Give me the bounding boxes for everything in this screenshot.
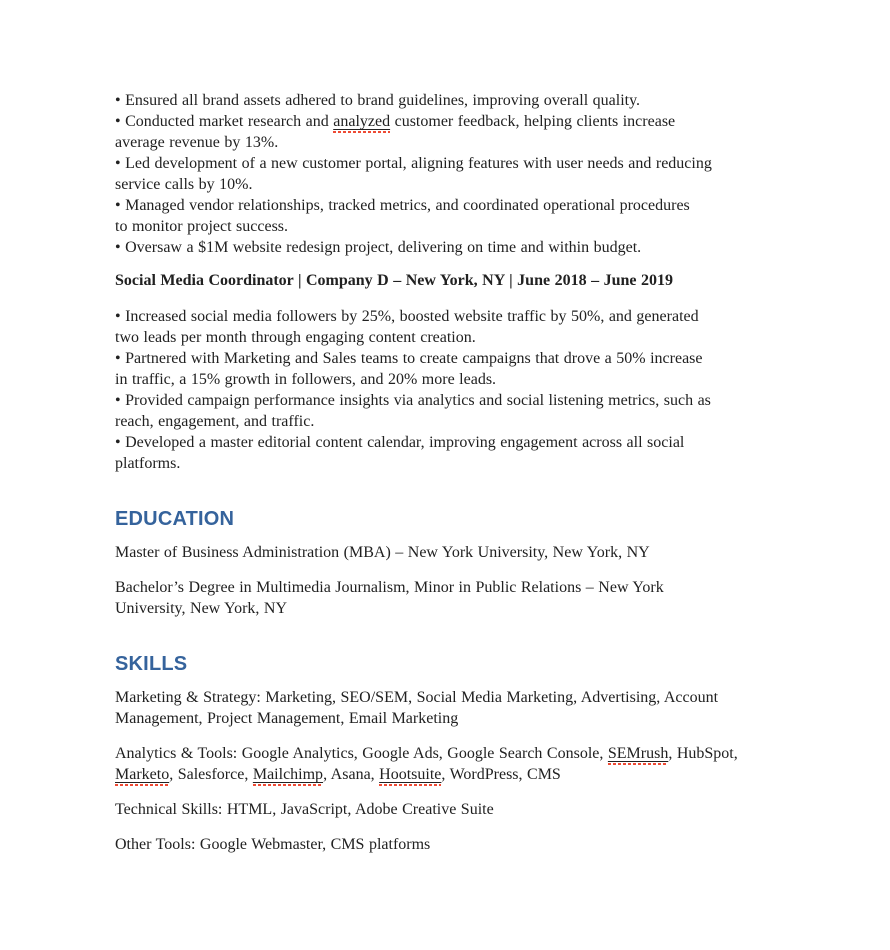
text-segment: , Asana,	[323, 766, 380, 783]
text-line	[115, 577, 775, 598]
text-segment: • Ensured all brand assets adhered to brand guidelines, improving overall quality.	[115, 92, 641, 109]
section-heading-skills: SKILLS	[115, 653, 188, 675]
text-line	[115, 195, 775, 216]
text-line	[115, 369, 775, 390]
misspelled-word: SEMrush	[608, 745, 668, 765]
misspelled-word: Marketo	[115, 766, 169, 786]
text-line	[115, 542, 775, 563]
text-line	[115, 799, 775, 820]
text-line	[115, 708, 775, 729]
text-line	[115, 764, 775, 785]
skills-other-tools	[115, 834, 775, 855]
text-segment: customer feedback, helping clients increase	[390, 113, 676, 130]
text-line	[115, 237, 775, 258]
text-line	[115, 834, 775, 855]
text-segment: • Oversaw a $1M website redesign project, delivering on time and within budget.	[115, 239, 642, 256]
text-segment: University, New York, NY	[115, 600, 288, 617]
misspelled-word: Hootsuite	[379, 766, 441, 786]
text-segment: • Increased social media followers by 25%, boosted website traffic by 50%, and generated	[115, 308, 699, 325]
text-line	[115, 453, 775, 474]
text-line	[115, 432, 775, 453]
text-segment: • Developed a master editorial content calendar, improving engagement across all social	[115, 434, 685, 451]
text-line	[115, 90, 775, 111]
text-line	[115, 132, 775, 153]
text-line	[115, 306, 775, 327]
text-segment: • Managed vendor relationships, tracked metrics, and coordinated operational procedures	[115, 197, 690, 214]
text-segment: • Led development of a new customer portal, aligning features with user needs and reducing	[115, 155, 712, 172]
text-line	[115, 743, 775, 764]
text-line	[115, 598, 775, 619]
text-line	[115, 411, 775, 432]
text-segment: Management, Project Management, Email Marketing	[115, 710, 459, 727]
education-entry-bachelors	[115, 577, 775, 619]
text-segment: Master of Business Administration (MBA) – New York University, New York, NY	[115, 544, 650, 561]
text-line	[115, 390, 775, 411]
text-segment: Analytics & Tools: Google Analytics, Google Ads, Google Search Console,	[115, 745, 608, 762]
job-title-heading: Social Media Coordinator | Company D – New York, NY | June 2018 – June 2019	[115, 272, 673, 289]
text-segment: platforms.	[115, 455, 181, 472]
text-segment: service calls by 10%.	[115, 176, 253, 193]
text-segment: , HubSpot,	[668, 745, 738, 762]
misspelled-word: analyzed	[333, 113, 390, 133]
section-heading-education: EDUCATION	[115, 508, 235, 530]
text-segment: • Conducted market research and	[115, 113, 334, 130]
text-segment: • Provided campaign performance insights via analytics and social listening metrics, such as	[115, 392, 711, 409]
text-line	[115, 687, 775, 708]
education-entry-mba	[115, 542, 775, 563]
text-segment: • Partnered with Marketing and Sales teams to create campaigns that drove a 50% increase	[115, 350, 703, 367]
text-line	[115, 348, 775, 369]
text-line	[115, 111, 775, 132]
text-segment: two leads per month through engaging content creation.	[115, 329, 476, 346]
text-segment: Technical Skills: HTML, JavaScript, Adobe Creative Suite	[115, 801, 494, 818]
text-segment: , WordPress, CMS	[441, 766, 561, 783]
text-segment: Marketing & Strategy: Marketing, SEO/SEM, Social Media Marketing, Advertising, Account	[115, 689, 719, 706]
skills-technical	[115, 799, 775, 820]
text-segment: Bachelor’s Degree in Multimedia Journalism, Minor in Public Relations – New York	[115, 579, 664, 596]
text-line	[115, 216, 775, 237]
text-segment: , Salesforce,	[169, 766, 253, 783]
text-segment: average revenue by 13%.	[115, 134, 279, 151]
skills-marketing-strategy	[115, 687, 775, 729]
skills-analytics-tools	[115, 743, 775, 785]
experience-bullets-previous-role	[115, 90, 775, 258]
text-segment: to monitor project success.	[115, 218, 289, 235]
misspelled-word: Mailchimp	[253, 766, 323, 786]
text-segment: Other Tools: Google Webmaster, CMS platforms	[115, 836, 431, 853]
text-line	[115, 174, 775, 195]
text-line	[115, 153, 775, 174]
experience-bullets-social-media-coordinator	[115, 306, 775, 474]
text-segment: reach, engagement, and traffic.	[115, 413, 315, 430]
text-segment: in traffic, a 15% growth in followers, and 20% more leads.	[115, 371, 497, 388]
text-line	[115, 327, 775, 348]
